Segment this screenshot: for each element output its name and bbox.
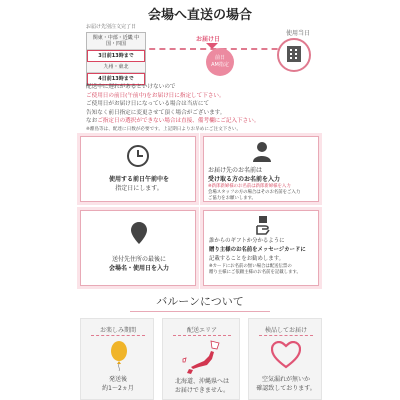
balloon-card-duration	[80, 318, 154, 400]
note-line-3: ご使用日がお届け日になっている場合は当店にて	[86, 101, 210, 108]
card1-line2: 指定日にします。	[115, 185, 163, 192]
page-title: 会場へ直送の場合	[147, 8, 252, 23]
card-message-card-text	[209, 237, 319, 276]
delivery-area-line2: お届けできません。	[174, 387, 230, 394]
card-delivery-date-text	[81, 175, 197, 193]
card2-line3: ※新郎新婦様のお名前は新郎新婦様を入力	[208, 184, 291, 189]
card-message-card	[203, 210, 319, 286]
delivery-day-line1: 前日	[214, 55, 225, 61]
card-venue-address	[80, 210, 196, 286]
card3-line2: 会場名・使用日を入力	[108, 265, 169, 272]
inspection-line2: 確認致しております。	[256, 385, 316, 392]
region-row-2: 九州・東北	[87, 62, 145, 73]
card-recipient-name-text	[208, 166, 318, 202]
balloon-card-delivery-area	[162, 318, 240, 400]
deadline-row-1: 3日前13時まで	[87, 50, 145, 62]
balloon-duration-divider	[91, 335, 145, 336]
note-line-2: ご使用日の前日(午前中)をお届け日に指定して下さい。	[86, 92, 225, 99]
delivery-day-badge	[206, 48, 234, 76]
inspection-line1: 空気漏れが無いか	[261, 376, 310, 383]
balloon-title-underline	[130, 311, 270, 312]
balloon-icon	[109, 341, 129, 371]
deadline-table	[86, 32, 146, 86]
card-delivery-date	[80, 136, 196, 202]
delivery-notes	[86, 83, 326, 135]
delivery-area-line1: 北海道、沖縄県へは	[174, 378, 229, 385]
card4-line3: 記載することをお勧めします。	[209, 256, 285, 262]
balloon-card-inspection	[248, 318, 322, 400]
note-line-6: ※離島等は、配達に日数が必要です。上記期日よりお早めにご注文下さい。	[86, 126, 242, 132]
card1-line1: 使用する前日午前中を	[108, 176, 169, 183]
deadline-row-2: 4日前13時まで	[87, 73, 145, 85]
use-day-label: 使用当日	[286, 30, 311, 37]
inspection-divider	[259, 335, 313, 336]
balloon-duration-text	[81, 375, 155, 393]
clock-icon	[126, 144, 150, 168]
note-line-5	[86, 117, 326, 126]
person-icon	[252, 141, 272, 163]
card4-line2: 贈り主様のお名前をメッセージカードに	[209, 247, 306, 253]
balloon-duration-line1: 発送後	[108, 376, 127, 383]
card3-line1: 送付先住所の最後に	[111, 256, 166, 263]
inspection-title: 検品してお届け	[264, 327, 307, 334]
card-venue-address-text	[81, 255, 197, 273]
card2-line4: 会場スタッフの方の場合はそのお名前をご入力	[208, 190, 301, 195]
gift-hand-icon	[256, 215, 270, 235]
japan-map-icon	[181, 339, 225, 375]
building-icon	[287, 46, 301, 62]
heart-balloon-icon	[271, 341, 301, 369]
delivery-area-text	[163, 377, 241, 395]
delivery-area-divider	[173, 335, 231, 336]
balloon-duration-title: お楽しみ期間	[99, 327, 136, 334]
location-pin-icon	[130, 221, 148, 245]
note-line-1: 配送中に遅れがあるといけないので	[86, 84, 176, 90]
order-deadline-caption: お届け先別注文完了日	[86, 24, 137, 30]
balloon-duration-line2: 約1〜2ヵ月	[102, 385, 134, 392]
card4-line4: ※カードにお名前の無い場合は配送伝票の	[209, 264, 292, 269]
inspection-text	[249, 375, 323, 393]
card2-line5: ご協力をお願いします。	[208, 196, 256, 201]
delivery-day-line2: AM指定	[211, 62, 229, 68]
note-line-4: 告知なく前日指定に変更させて頂く場合がございます。	[86, 109, 226, 116]
card2-line2: 受け取る方のお名前を入力	[208, 176, 281, 183]
delivery-area-title: 配送エリア	[186, 327, 217, 334]
note-line-5-prefix: なお	[86, 118, 98, 125]
card-recipient-name	[203, 136, 319, 202]
delivery-date-label: お届け日	[196, 36, 221, 43]
note-line-5-red: ご指定日の選択ができない場合は直接、備考欄にご記入下さい。	[97, 118, 260, 125]
card4-line1: 誰からのギフトか分かるように	[209, 238, 285, 244]
card4-line5: 贈り主様にご依頼主様のお名前を記載します。	[209, 270, 301, 275]
balloon-section-title: バルーンについて	[156, 295, 244, 308]
card2-line1: お届け先のお名前は	[208, 167, 263, 174]
region-row-1: 関東・中部・近畿 中国・四国	[87, 33, 145, 50]
